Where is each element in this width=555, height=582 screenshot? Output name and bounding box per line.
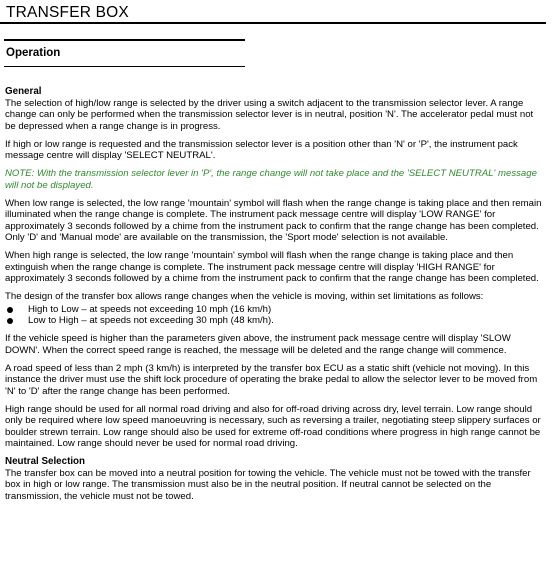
general-paragraph-1: The selection of high/low range is selected by the driver using a switch adjacent to the transmission selector lever. A range change can only be performed when the transmission selector lever is in neutral, position 'N'. The accelerator pedal must not be depressed when a range change is in progress. [5,97,534,132]
document-body [5,86,545,509]
list-item-text: Low to High – at speeds not exceeding 30 mph (48 km/h). [28,315,274,326]
title-rule [0,22,546,24]
neutral-paragraph-1: The transfer box can be moved into a neutral position for towing the vehicle. The vehicle must not be towed with the transfer box in high or low range. The transmission must also be in the neutral position. If neutral cannot be selected on the transmission, the vehicle must not be towed. [5,467,531,502]
general-paragraph-6: If the vehicle speed is higher than the parameters given above, the instrument pack message centre will display 'SLOW DOWN'. When the correct speed range is reached, the message will be deleted and the range change will commence. [5,333,511,356]
bullet-icon [7,307,13,313]
general-paragraph-5: The design of the transfer box allows range changes when the vehicle is moving, within set limitations as follows: [5,291,484,302]
speed-limit-list [5,304,545,327]
general-heading: General [5,86,42,97]
document-title: TRANSFER BOX [6,4,129,21]
general-paragraph-2: If high or low range is requested and the transmission selector lever is a position other than 'N' or 'P', the instrument pack message centre will display 'SELECT NEUTRAL'. [5,138,518,161]
list-item-text: High to Low – at speeds not exceeding 10 mph (16 km/h) [28,303,272,315]
general-paragraph-7: A road speed of less than 2 mph (3 km/h) is interpreted by the transfer box ECU as a static shift (vehicle not moving). In this instance the driver must use the shift lock procedure of operating the brake pedal to allow the selector lever to be moved from 'N' to 'D' after the range change has been performed. [5,362,538,397]
list-item [5,304,545,316]
section-rule-top [4,39,245,41]
section-title: Operation [6,47,61,59]
section-rule-bottom [4,66,245,67]
bullet-icon [7,318,13,324]
general-paragraph-8: High range should be used for all normal road driving and also for off-road driving across dry, level terrain. Low range should only be required where low speed manoeuvring is necessary, such as reversing a trailer, negotiating steep slippery surfaces or boulder strewn terrain. Low range should also be used for extreme off-road conditions where progress in high range cannot be maintained. Low range should never be used for normal road driving. [5,403,541,449]
general-paragraph-3: When low range is selected, the low range 'mountain' symbol will flash when the range change is taking place and then remain illuminated when the range change is complete. The instrument pack message centre will display 'LOW RANGE' for approximately 3 seconds followed by a chime from the instrument pack to confirm that the range change has been completed. Only 'D' and 'Manual mode' are available on the transmission, the 'Sport mode' selection is not available. [5,197,542,243]
neutral-selection-heading: Neutral Selection [5,456,86,467]
general-paragraph-4: When high range is selected, the low range 'mountain' symbol will flash when the range change is taking place and then extinguish when the range change is complete. The instrument pack message centre will display 'HIGH RANGE' for approximately 3 seconds followed by a chime from the instrument pack to confirm that the range change has been completed. [5,250,539,284]
list-item [5,315,545,327]
note-text: NOTE: With the transmission selector lever in 'P', the range change will not take place and the 'SELECT NEUTRAL' message will not be displayed. [5,168,537,191]
